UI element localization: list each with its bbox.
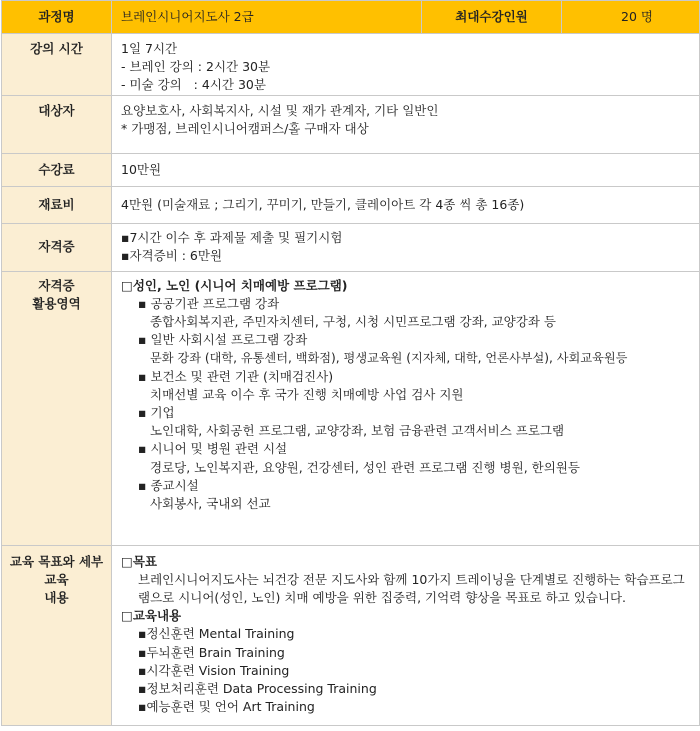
training-item: ▪정보처리훈련 Data Processing Training: [138, 681, 377, 697]
material-row: [2, 186, 700, 223]
fee-value: 10만원: [112, 153, 700, 186]
fee-row: [2, 153, 700, 186]
header-row: [2, 1, 700, 34]
material-value: 4만원 (미술재료 ; 그리기, 꾸미기, 만들기, 클레이아트 각 4종 씩 총 16종): [112, 186, 700, 223]
target-line: 요양보호사, 사회복지사, 시설 및 재가 관계자, 기타 일반인: [121, 102, 439, 118]
square-bullet-icon: □: [121, 608, 133, 624]
usage-title-text: 성인, 노인 (시니어 치매예방 프로그램): [132, 277, 348, 293]
usage-item-detail: 치매선별 교육 이수 후 국가 진행 치매예방 사업 검사 지원: [150, 386, 464, 402]
square-bullet-icon: □: [121, 277, 133, 293]
usage-item-title: ▪ 기업: [138, 405, 175, 421]
lecture-time-line: - 브레인 강의 : 2시간 30분: [121, 59, 271, 75]
usage-row: [2, 271, 700, 545]
material-label: 재료비: [2, 186, 112, 223]
max-students-label: 최대수강인원: [422, 1, 562, 34]
goal-value: [112, 545, 700, 725]
usage-label-line: 자격증: [38, 277, 75, 293]
target-value: [112, 95, 700, 153]
usage-label-line: 활용영역: [32, 295, 81, 311]
goal-row: [2, 545, 700, 725]
usage-item-title: ▪ 종교시설: [138, 477, 199, 493]
usage-section-title: [121, 277, 693, 295]
lecture-time-line: 1일 7시간: [121, 41, 178, 56]
goal-label: [2, 545, 112, 725]
certificate-value: [112, 223, 700, 271]
course-info-table: [1, 0, 700, 726]
usage-item-detail: 노인대학, 사회공헌 프로그램, 교양강좌, 보험 금융관련 고객서비스 프로그램: [150, 423, 565, 439]
usage-item-title: ▪ 시니어 및 병원 관련 시설: [138, 441, 288, 457]
usage-item-title: ▪ 보건소 및 관련 기관 (치매검진사): [138, 368, 334, 384]
certificate-line: ▪자격증비 : 6만원: [121, 248, 223, 264]
usage-item-title: ▪ 공공기관 프로그램 강좌: [138, 295, 280, 311]
training-item: ▪정신훈련 Mental Training: [138, 626, 295, 642]
usage-item-detail: 경로당, 노인복지관, 요양원, 건강센터, 성인 관련 프로그램 진행 병원, 한의원등: [150, 459, 580, 475]
lecture-time-line: - 미술 강의 : 4시간 30분: [121, 77, 266, 93]
max-students-value: 20 명: [562, 1, 700, 34]
usage-label: [2, 271, 112, 545]
target-line: * 가맹점, 브레인시니어캠퍼스/홀 구매자 대상: [121, 120, 369, 136]
goal-title-text: 목표: [132, 553, 157, 569]
goal-description: 브레인시니어지도사는 뇌건강 전문 지도사와 함께 10가지 트레이닝을 단계별로 진행하는 학습프로그램으로 시니어(성인, 노인) 치매 예방을 위한 집중력, 기억력 향상을 목표로 하고 있습니다.: [138, 571, 685, 606]
usage-item-detail: 사회봉사, 국내외 선교: [150, 496, 271, 512]
square-bullet-icon: □: [121, 553, 133, 569]
course-name-label: 과정명: [2, 1, 112, 34]
course-name-value: 브레인시니어지도사 2급: [112, 1, 422, 34]
target-row: [2, 95, 700, 153]
target-label: 대상자: [2, 95, 112, 153]
certificate-label: 자격증: [2, 223, 112, 271]
usage-item-detail: 문화 강좌 (대학, 유통센터, 백화점), 평생교육원 (지자체, 대학, 언론사부설), 사회교육원등: [150, 351, 628, 366]
content-section-title: [121, 607, 693, 625]
lecture-time-value: [112, 34, 700, 96]
fee-label: 수강료: [2, 153, 112, 186]
lecture-time-label: 강의 시간: [2, 34, 112, 96]
goal-section-title: [121, 553, 693, 571]
lecture-time-row: [2, 34, 700, 96]
training-item: ▪예능훈련 및 언어 Art Training: [138, 699, 315, 715]
usage-item-title: ▪ 일반 사회시설 프로그램 강좌: [138, 332, 308, 348]
usage-item-detail: 종합사회복지관, 주민자치센터, 구청, 시청 시민프로그램 강좌, 교양강좌 등: [150, 314, 556, 330]
training-item: ▪두뇌훈련 Brain Training: [138, 644, 285, 660]
usage-value: [112, 271, 700, 545]
certificate-line: ▪7시간 이수 후 과제물 제출 및 필기시험: [121, 229, 343, 245]
training-item: ▪시각훈련 Vision Training: [138, 662, 290, 678]
goal-label-line: 내용: [44, 590, 69, 606]
goal-label-line: 교육 목표와 세부: [9, 553, 104, 569]
certificate-row: [2, 223, 700, 271]
content-title-text: 교육내용: [132, 608, 182, 624]
goal-label-line: 교육: [44, 571, 69, 587]
